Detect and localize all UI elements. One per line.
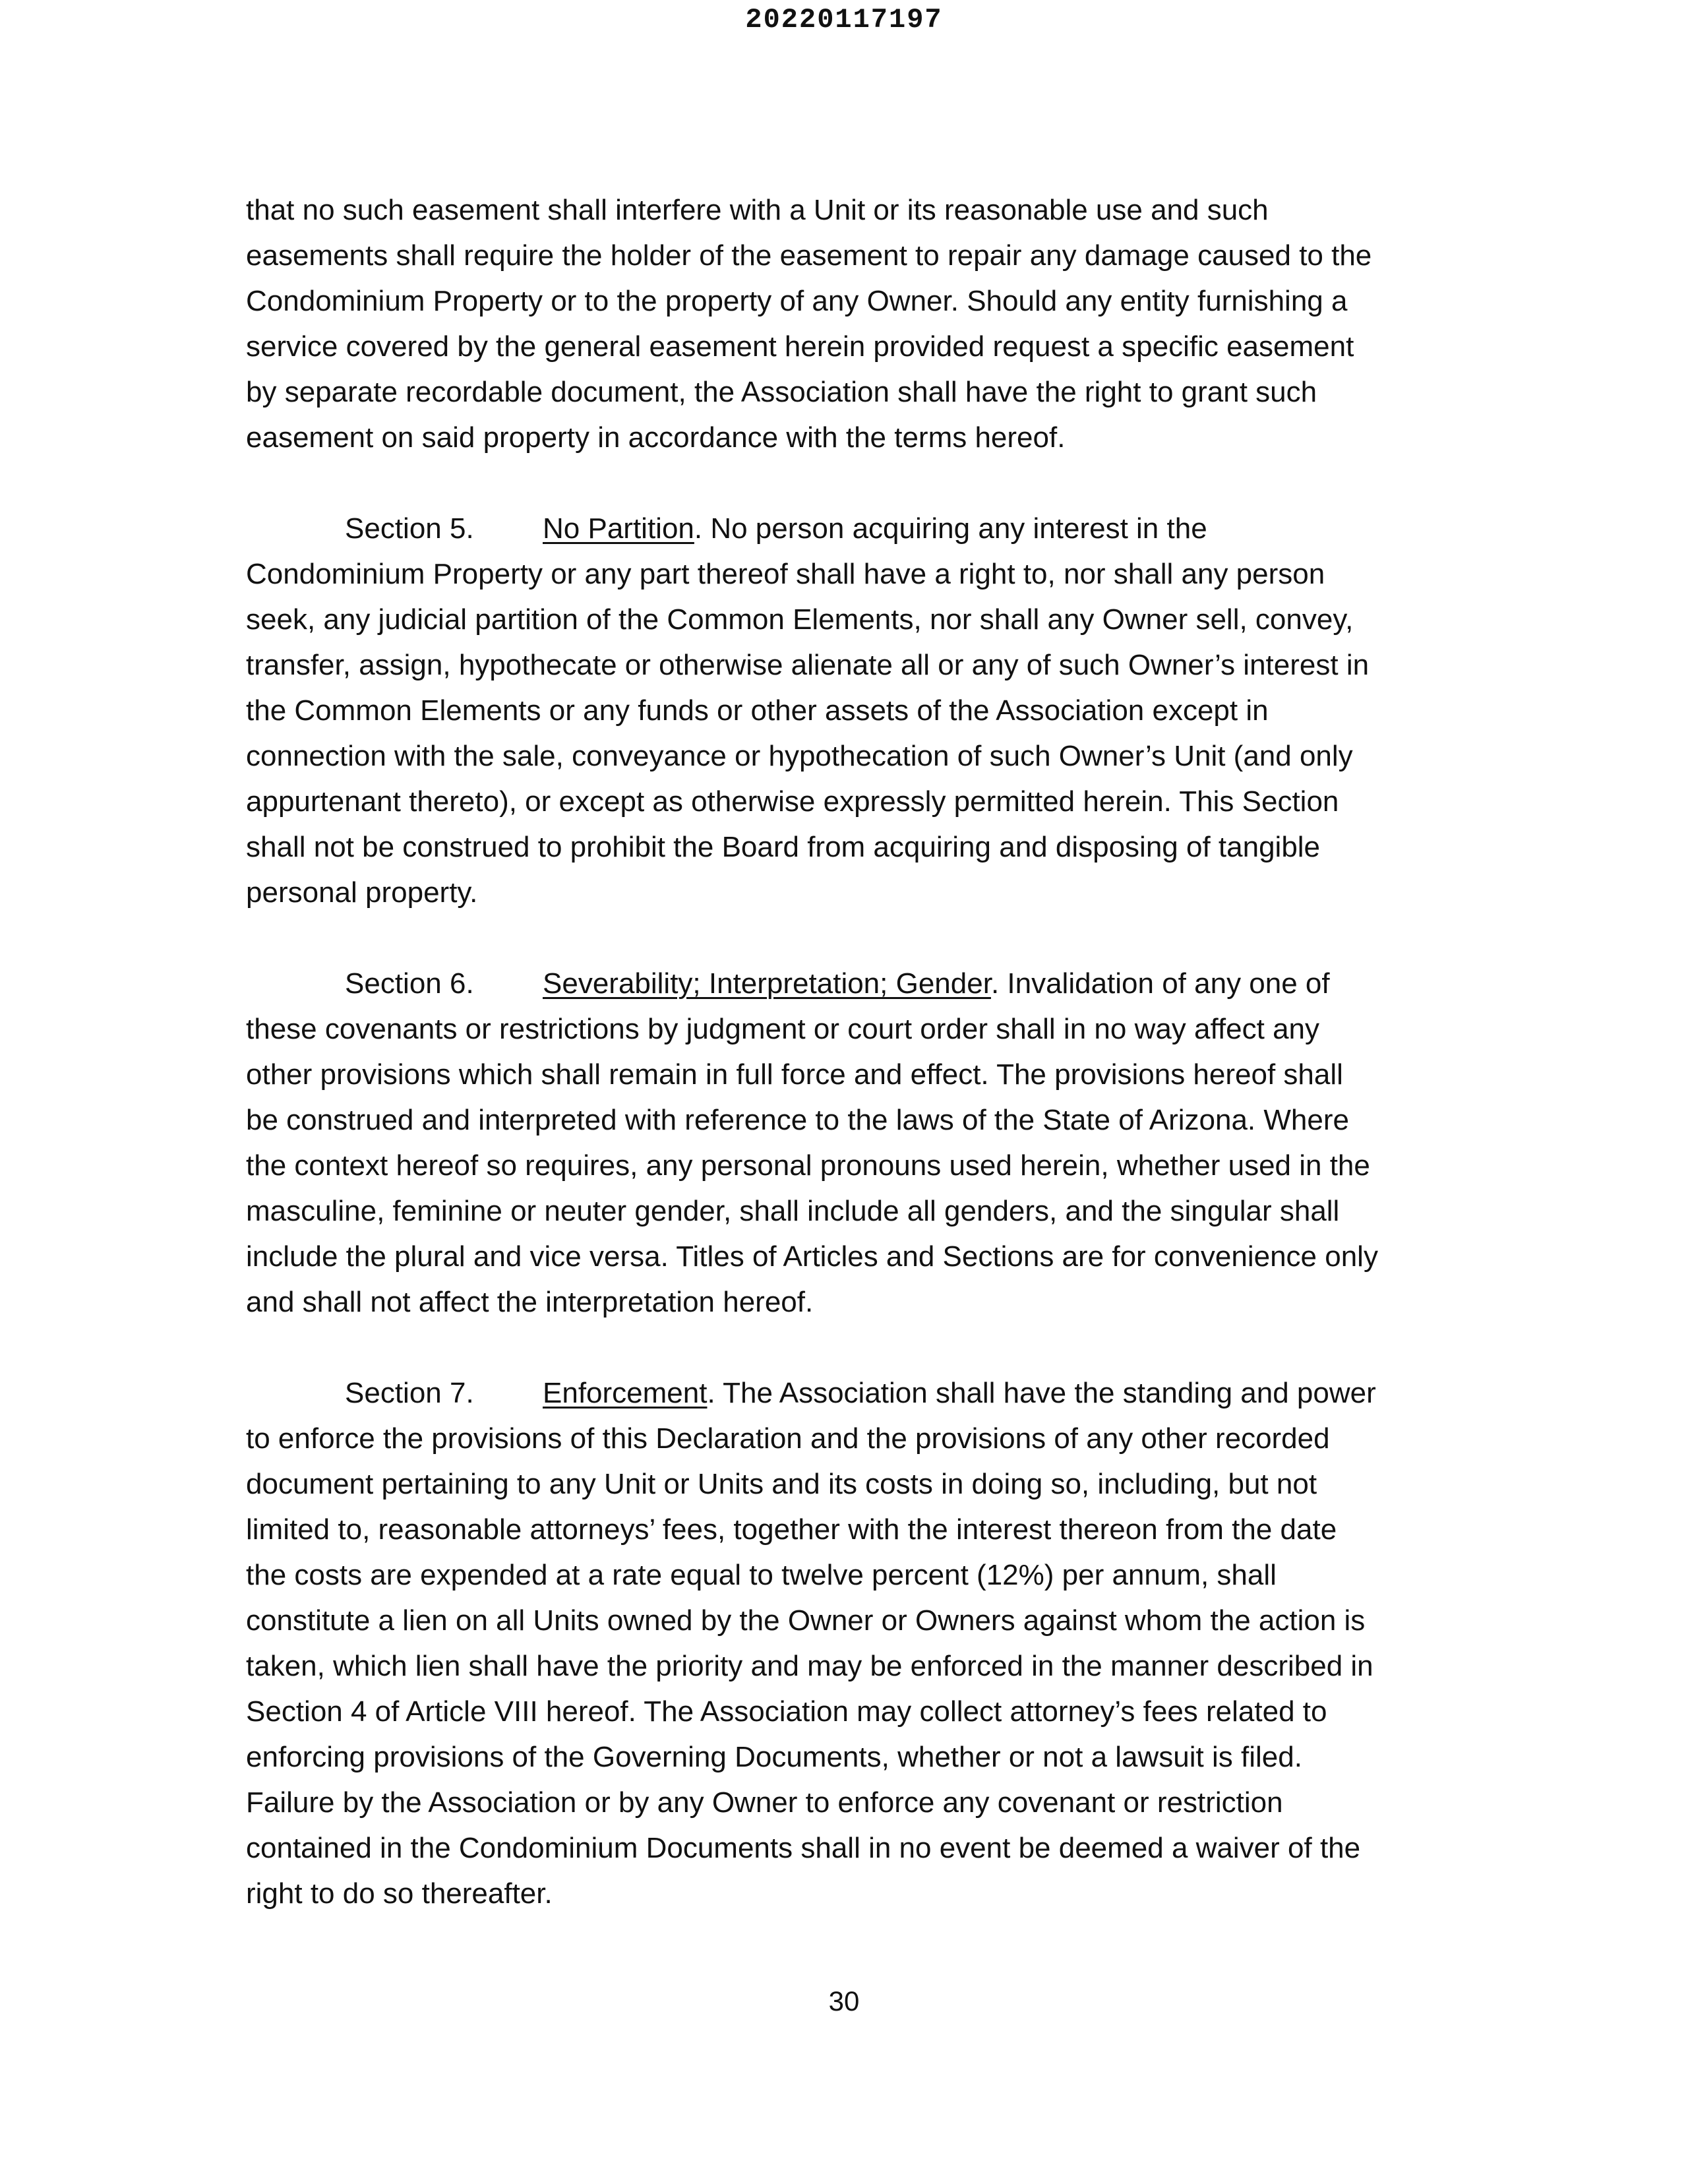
text-line: connection with the sale, conveyance or hypothecation of such Owner’s Unit (and only [246,740,1353,772]
text-line: right to do so thereafter. [246,1877,553,1910]
text-line: Failure by the Association or by any Owner to enforce any covenant or restriction [246,1786,1283,1819]
text-line: these covenants or restrictions by judgment or court order shall in no way affect any [246,1013,1320,1045]
text-line: shall not be construed to prohibit the Board from acquiring and disposing of tangible [246,831,1321,863]
text-line: easements shall require the holder of the easement to repair any damage caused to the [246,239,1372,272]
text-line: to enforce the provisions of this Declaration and the provisions of any other recorded [246,1422,1330,1455]
section-6-paragraph [246,961,1449,1325]
recording-number: 20220117197 [745,4,943,36]
section-7-paragraph [246,1370,1449,1916]
section-label: Section 5. [345,512,474,545]
document-body [246,187,1449,1962]
text-line: personal property. [246,876,478,909]
section-first-line-text: . No person acquiring any interest in the [694,512,1207,545]
text-line: document pertaining to any Unit or Units and its costs in doing so, including, but not [246,1468,1317,1500]
section-first-line [246,1370,1449,1416]
text-line: that no such easement shall interfere with a Unit or its reasonable use and such [246,194,1269,226]
text-line: and shall not affect the interpretation hereof. [246,1286,814,1318]
section-first-line-text: . The Association shall have the standing and power [707,1377,1376,1409]
text-line: service covered by the general easement herein provided request a specific easement [246,330,1354,363]
section-first-line [246,961,1449,1006]
section-first-line-text: . Invalidation of any one of [990,967,1330,1000]
page-number: 30 [828,1986,860,2017]
text-line: appurtenant thereto), or except as otherwise expressly permitted herein. This Section [246,785,1339,818]
section-heading: No Partition [543,512,694,545]
text-line: be construed and interpreted with reference to the laws of the State of Arizona. Where [246,1104,1349,1136]
section-label: Section 6. [345,967,474,1000]
section-first-line [246,506,1449,551]
continuation-paragraph [246,187,1449,460]
text-line: the Common Elements or any funds or other assets of the Association except in [246,694,1269,727]
text-line: by separate recordable document, the Association shall have the right to grant such [246,376,1317,408]
text-line: the costs are expended at a rate equal to twelve percent (12%) per annum, shall [246,1559,1277,1591]
text-line: seek, any judicial partition of the Common Elements, nor shall any Owner sell, convey, [246,603,1354,636]
text-line: constitute a lien on all Units owned by the Owner or Owners against whom the action is [246,1604,1366,1637]
section-heading: Severability; Interpretation; Gender [543,967,991,1000]
section-label: Section 7. [345,1377,474,1409]
section-heading: Enforcement [543,1377,708,1409]
text-line: contained in the Condominium Documents shall in no event be deemed a waiver of the [246,1832,1361,1864]
text-line: enforcing provisions of the Governing Documents, whether or not a lawsuit is filed. [246,1741,1302,1773]
text-line: limited to, reasonable attorneys’ fees, together with the interest thereon from the date [246,1513,1337,1546]
text-line: transfer, assign, hypothecate or otherwise alienate all or any of such Owner’s interest in [246,649,1370,681]
text-line: other provisions which shall remain in full force and effect. The provisions hereof shall [246,1058,1343,1091]
section-5-paragraph [246,506,1449,915]
text-line: the context hereof so requires, any personal pronouns used herein, whether used in the [246,1149,1370,1182]
text-line: taken, which lien shall have the priority and may be enforced in the manner described in [246,1650,1373,1682]
text-line: easement on said property in accordance with the terms hereof. [246,421,1066,454]
text-line: Condominium Property or any part thereof shall have a right to, nor shall any person [246,558,1325,590]
text-line: Section 4 of Article VIII hereof. The Association may collect attorney’s fees related to [246,1695,1327,1728]
text-line: Condominium Property or to the property of any Owner. Should any entity furnishing a [246,285,1348,317]
text-line: include the plural and vice versa. Titles of Articles and Sections are for convenience only [246,1240,1378,1273]
text-line: masculine, feminine or neuter gender, shall include all genders, and the singular shall [246,1195,1340,1227]
